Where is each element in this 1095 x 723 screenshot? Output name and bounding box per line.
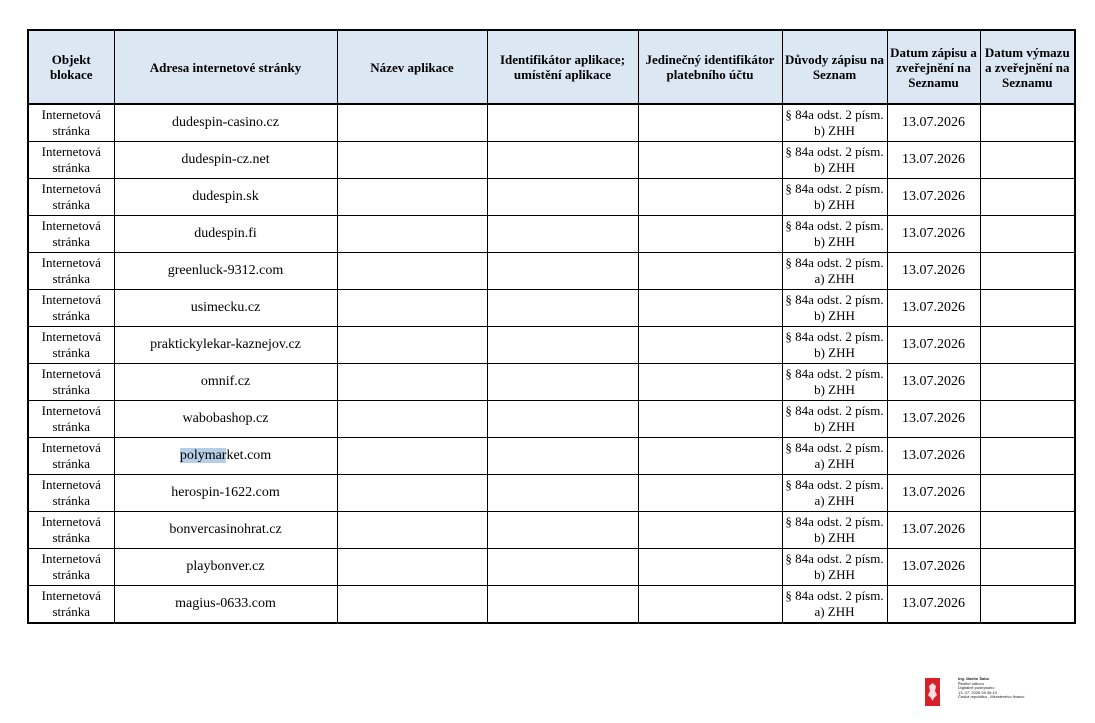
table-row: [28, 179, 1075, 216]
cell-datum-zapisu: 13.07.2026: [887, 104, 980, 142]
cell-datum-vymazu: [980, 104, 1075, 142]
cell-objekt: Internetová stránka: [28, 475, 114, 512]
cell-nazev-aplikace: [337, 253, 487, 290]
cell-nazev-aplikace: [337, 401, 487, 438]
table-header-row: [28, 30, 1075, 104]
table-row: [28, 438, 1075, 475]
cell-datum-vymazu: [980, 327, 1075, 364]
cell-adresa: omnif.cz: [114, 364, 337, 401]
cell-identifikator-aplikace: [487, 401, 638, 438]
cell-duvod: § 84a odst. 2 písm. b) ZHH: [782, 512, 887, 549]
blocking-register-table: [27, 29, 1076, 624]
cell-objekt: Internetová stránka: [28, 327, 114, 364]
cell-datum-vymazu: [980, 586, 1075, 624]
cell-nazev-aplikace: [337, 512, 487, 549]
cell-datum-zapisu: 13.07.2026: [887, 549, 980, 586]
cell-datum-vymazu: [980, 290, 1075, 327]
cell-identifikator-aplikace: [487, 438, 638, 475]
cell-duvod: § 84a odst. 2 písm. b) ZHH: [782, 142, 887, 179]
header-nazev-aplikace: Název aplikace: [337, 30, 487, 104]
cell-identifikator-uctu: [638, 438, 782, 475]
table-row: [28, 327, 1075, 364]
cell-identifikator-aplikace: [487, 549, 638, 586]
cell-identifikator-aplikace: [487, 586, 638, 624]
cell-nazev-aplikace: [337, 327, 487, 364]
cell-nazev-aplikace: [337, 364, 487, 401]
cell-nazev-aplikace: [337, 475, 487, 512]
digital-signature: [925, 676, 1065, 708]
cell-objekt: Internetová stránka: [28, 549, 114, 586]
cell-duvod: § 84a odst. 2 písm. b) ZHH: [782, 327, 887, 364]
cell-identifikator-uctu: [638, 216, 782, 253]
cell-identifikator-aplikace: [487, 104, 638, 142]
cell-identifikator-uctu: [638, 104, 782, 142]
cell-duvod: § 84a odst. 2 písm. b) ZHH: [782, 549, 887, 586]
cell-identifikator-aplikace: [487, 253, 638, 290]
signature-date: 13. 07. 2026 09:36:10: [958, 689, 997, 695]
cell-identifikator-uctu: [638, 475, 782, 512]
cell-adresa: herospin-1622.com: [114, 475, 337, 512]
cell-adresa: greenluck-9312.com: [114, 253, 337, 290]
cell-datum-vymazu: [980, 216, 1075, 253]
cell-duvod: § 84a odst. 2 písm. b) ZHH: [782, 179, 887, 216]
text-selection-highlight: polymar: [179, 448, 227, 463]
cell-objekt: Internetová stránka: [28, 104, 114, 142]
table-row: [28, 475, 1075, 512]
cell-adresa: [114, 438, 337, 475]
cell-identifikator-uctu: [638, 142, 782, 179]
signature-org: Česká republika - Ministerstvo financí: [958, 694, 1025, 700]
cell-datum-zapisu: 13.07.2026: [887, 253, 980, 290]
cell-identifikator-uctu: [638, 549, 782, 586]
cell-nazev-aplikace: [337, 586, 487, 624]
cell-identifikator-aplikace: [487, 179, 638, 216]
cell-datum-zapisu: 13.07.2026: [887, 401, 980, 438]
cell-identifikator-aplikace: [487, 512, 638, 549]
cell-duvod: § 84a odst. 2 písm. b) ZHH: [782, 290, 887, 327]
cell-nazev-aplikace: [337, 438, 487, 475]
cell-datum-zapisu: 13.07.2026: [887, 475, 980, 512]
table-row: [28, 512, 1075, 549]
cell-objekt: Internetová stránka: [28, 179, 114, 216]
cell-datum-vymazu: [980, 253, 1075, 290]
cell-objekt: Internetová stránka: [28, 586, 114, 624]
cell-duvod: § 84a odst. 2 písm. a) ZHH: [782, 475, 887, 512]
cell-duvod: § 84a odst. 2 písm. a) ZHH: [782, 253, 887, 290]
table-body: [28, 104, 1075, 623]
cell-identifikator-uctu: [638, 512, 782, 549]
cell-datum-vymazu: [980, 142, 1075, 179]
cell-identifikator-aplikace: [487, 327, 638, 364]
cell-identifikator-aplikace: [487, 216, 638, 253]
cell-adresa: dudespin.fi: [114, 216, 337, 253]
cell-datum-zapisu: 13.07.2026: [887, 327, 980, 364]
header-adresa: Adresa internetové stránky: [114, 30, 337, 104]
state-emblem-icon: [925, 678, 940, 706]
cell-datum-zapisu: 13.07.2026: [887, 512, 980, 549]
header-datum-vymazu: Datum výmazu a zveřejnění na Seznamu: [980, 30, 1075, 104]
table-row: [28, 142, 1075, 179]
cell-identifikator-uctu: [638, 401, 782, 438]
cell-datum-zapisu: 13.07.2026: [887, 364, 980, 401]
cell-adresa: wabobashop.cz: [114, 401, 337, 438]
signer-name: Ing. Martin Šabo: [958, 676, 990, 681]
cell-identifikator-uctu: [638, 327, 782, 364]
header-objekt-blokace: Objekt blokace: [28, 30, 114, 104]
cell-identifikator-uctu: [638, 290, 782, 327]
cell-adresa: usimecku.cz: [114, 290, 337, 327]
cell-nazev-aplikace: [337, 216, 487, 253]
cell-datum-zapisu: 13.07.2026: [887, 142, 980, 179]
cell-adresa: dudespin-cz.net: [114, 142, 337, 179]
cell-datum-zapisu: 13.07.2026: [887, 179, 980, 216]
cell-identifikator-aplikace: [487, 364, 638, 401]
table-row: [28, 253, 1075, 290]
table-row: [28, 549, 1075, 586]
cell-objekt: Internetová stránka: [28, 290, 114, 327]
cell-nazev-aplikace: [337, 549, 487, 586]
cell-nazev-aplikace: [337, 142, 487, 179]
cell-datum-vymazu: [980, 364, 1075, 401]
signature-text-block: [958, 677, 1068, 700]
table-row: [28, 586, 1075, 624]
cell-datum-zapisu: 13.07.2026: [887, 216, 980, 253]
cell-datum-zapisu: 13.07.2026: [887, 586, 980, 624]
header-datum-zapisu: Datum zápisu a zveřejnění na Seznamu: [887, 30, 980, 104]
table-row: [28, 290, 1075, 327]
cell-identifikator-uctu: [638, 253, 782, 290]
cell-duvod: § 84a odst. 2 písm. b) ZHH: [782, 401, 887, 438]
cell-identifikator-uctu: [638, 179, 782, 216]
cell-objekt: Internetová stránka: [28, 401, 114, 438]
cell-duvod: § 84a odst. 2 písm. b) ZHH: [782, 216, 887, 253]
cell-datum-vymazu: [980, 179, 1075, 216]
header-identifikator-aplikace: Identifikátor aplikace; umístění aplikace: [487, 30, 638, 104]
cell-datum-vymazu: [980, 438, 1075, 475]
cell-adresa: dudespin-casino.cz: [114, 104, 337, 142]
cell-adresa: praktickylekar-kaznejov.cz: [114, 327, 337, 364]
cell-nazev-aplikace: [337, 104, 487, 142]
cell-datum-vymazu: [980, 512, 1075, 549]
cell-datum-zapisu: 13.07.2026: [887, 438, 980, 475]
cell-datum-vymazu: [980, 549, 1075, 586]
cell-identifikator-aplikace: [487, 475, 638, 512]
cell-datum-vymazu: [980, 401, 1075, 438]
cell-identifikator-uctu: [638, 364, 782, 401]
header-identifikator-uctu: Jedinečný identifikátor platebního účtu: [638, 30, 782, 104]
cell-duvod: § 84a odst. 2 písm. b) ZHH: [782, 104, 887, 142]
cell-adresa: dudespin.sk: [114, 179, 337, 216]
cell-duvod: § 84a odst. 2 písm. a) ZHH: [782, 438, 887, 475]
cell-objekt: Internetová stránka: [28, 512, 114, 549]
cell-adresa: magius-0633.com: [114, 586, 337, 624]
cell-identifikator-aplikace: [487, 142, 638, 179]
table-row: [28, 401, 1075, 438]
signature-note: Digitálně podepsáno: [958, 685, 995, 691]
cell-objekt: Internetová stránka: [28, 216, 114, 253]
cell-duvod: § 84a odst. 2 písm. b) ZHH: [782, 364, 887, 401]
cell-nazev-aplikace: [337, 179, 487, 216]
cell-adresa: bonvercasinohrat.cz: [114, 512, 337, 549]
cell-duvod: § 84a odst. 2 písm. a) ZHH: [782, 586, 887, 624]
cell-identifikator-uctu: [638, 586, 782, 624]
header-duvody-zapisu: Důvody zápisu na Seznam: [782, 30, 887, 104]
cell-nazev-aplikace: [337, 290, 487, 327]
cell-objekt: Internetová stránka: [28, 364, 114, 401]
cell-datum-vymazu: [980, 475, 1075, 512]
cell-objekt: Internetová stránka: [28, 438, 114, 475]
cell-identifikator-aplikace: [487, 290, 638, 327]
table-row: [28, 216, 1075, 253]
signer-role: Ředitel odboru: [958, 680, 985, 686]
cell-objekt: Internetová stránka: [28, 142, 114, 179]
cell-adresa-rest: ket.com: [226, 448, 272, 463]
table-row: [28, 104, 1075, 142]
table-row: [28, 364, 1075, 401]
cell-datum-zapisu: 13.07.2026: [887, 290, 980, 327]
cell-objekt: Internetová stránka: [28, 253, 114, 290]
cell-adresa: playbonver.cz: [114, 549, 337, 586]
